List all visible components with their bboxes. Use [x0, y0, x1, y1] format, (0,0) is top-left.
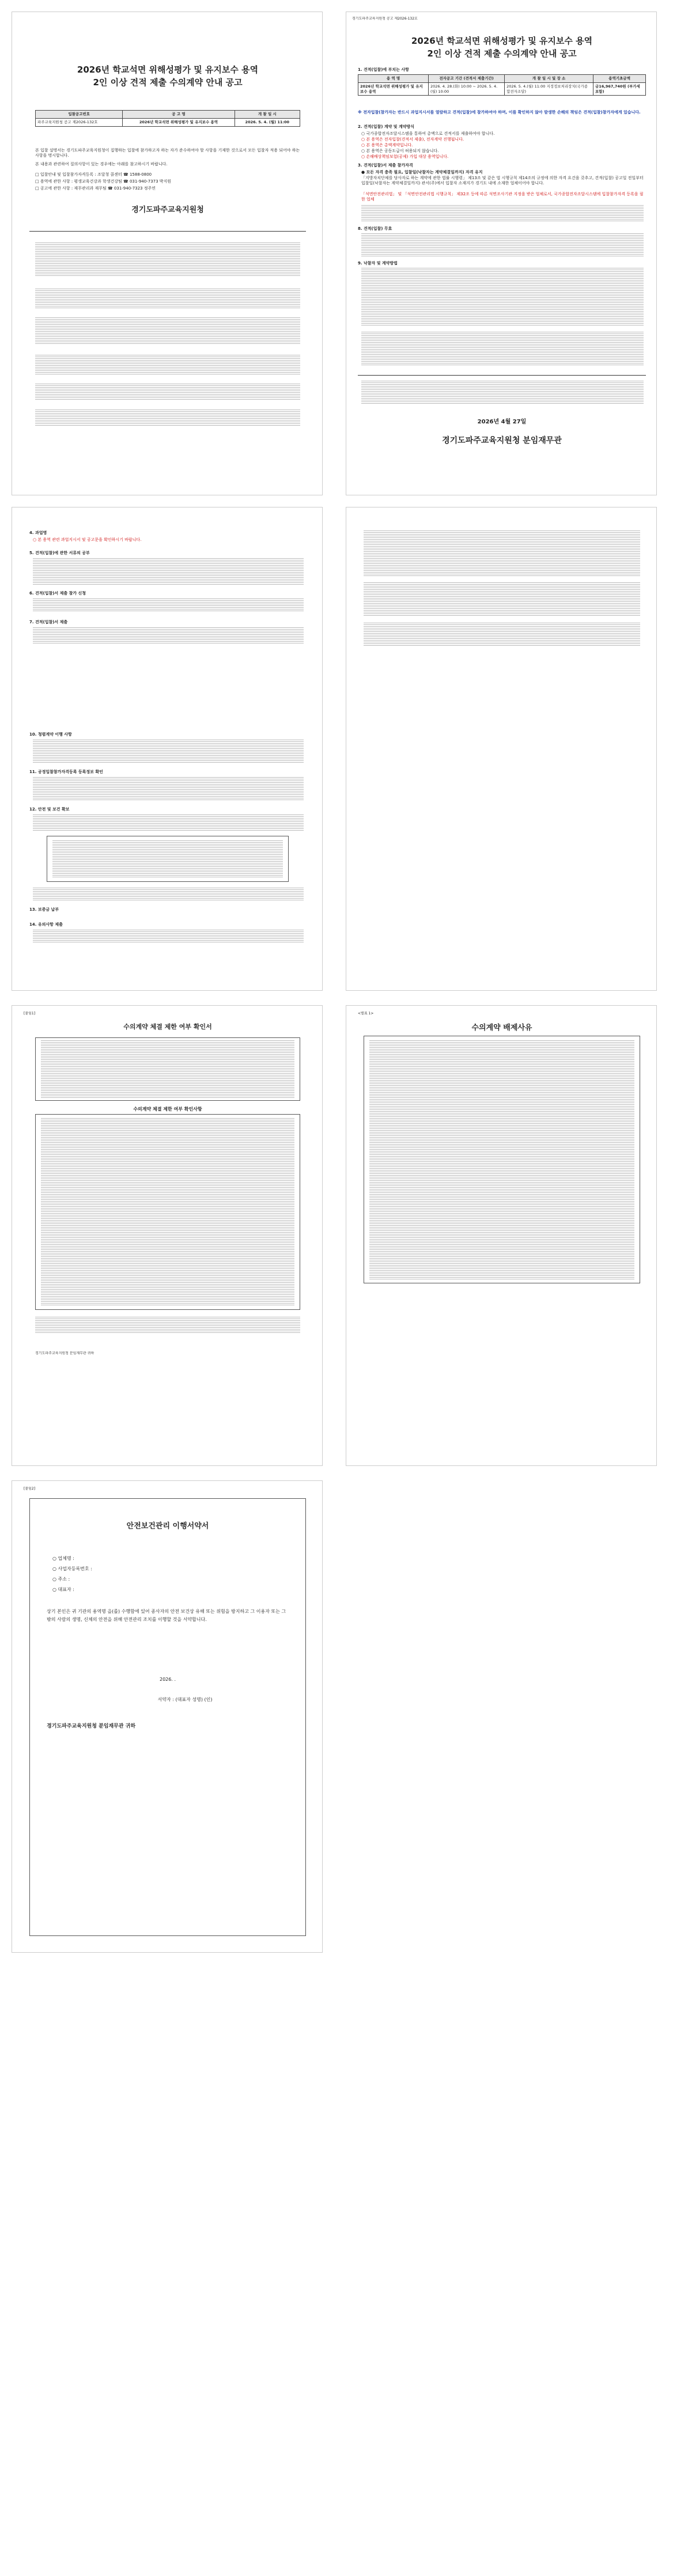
contact-line: □ 공고에 관한 사항 : 재무관리과 재무팀 ☎ 031-940-7323 정주연 — [35, 186, 156, 191]
table-cell: 2026. 4. 28.(화) 10:00 ~ 2026. 5. 4.(월) 10:00 — [429, 82, 505, 96]
table-header: 공 고 명 — [123, 111, 235, 119]
intro-text: 본 입찰 설명서는 경기도파주교육지원청이 집행하는 입찰에 참가하고자 하는 자가 준수하여야 할 사항을 기재한 것으로서 모든 입찰자 적용 되어야 하는 사항을 명시합니다. — [35, 148, 300, 158]
page3-title: 수의계약 체결 제한 여부 확인서 — [123, 1023, 212, 1031]
list-item: ○ 국가종합전자조달시스템을 통하여 총액으로 견적서를 제출하여야 합니다. — [361, 131, 495, 136]
page2-date: 2026년 4월 27일 — [477, 419, 527, 425]
page-3 — [12, 1005, 323, 1466]
page2-title-line2: 2인 이상 견적 제출 수의계약 안내 공고 — [427, 48, 577, 59]
list-item: ○ 본 용역은 공동도급이 허용되지 않습니다. — [361, 149, 439, 153]
table-header: 개 찰 일 시 및 장 소 — [505, 75, 593, 83]
attachment-tag: [붙임1] — [24, 1012, 36, 1016]
doc-number: 경기도파주교육지원청 공고 제2026-132호 — [352, 17, 418, 21]
section-heading: 9. 낙찰자 및 계약방법 — [358, 261, 398, 266]
page1-title-line2: 2인 이상 견적 제출 수의계약 안내 공고 — [93, 77, 243, 88]
section-heading: 3. 견적(입찰)서 제출 참가자격 — [358, 163, 413, 168]
list-item: ○ 본 용역 관련 과업지시서 및 공고문을 확인하시기 바랍니다. — [33, 537, 142, 542]
table-title: 수의계약 체결 제한 여부 확인사항 — [133, 1107, 202, 1112]
table-header: 용역기초금액 — [593, 75, 646, 83]
pledge-date: 2026. . — [160, 1677, 176, 1682]
table-cell: 2026년 학교석면 위해성평가 및 유지보수 용역 — [358, 82, 429, 96]
intro-text-2: 본 내용과 관련하여 질의사항이 있는 경우에는 아래를 참고하시기 바랍니다. — [35, 162, 168, 166]
table-cell: 2026. 5. 4. (월) 11:00 — [235, 118, 300, 126]
appendix-tag: <별표 1> — [358, 1012, 374, 1016]
pledge-addressee: 경기도파주교육지원청 분임재무관 귀하 — [47, 1723, 136, 1729]
table-header: 개 찰 일 시 — [235, 111, 300, 119]
table-header: 용 역 명 — [358, 75, 429, 83]
page2-bid-table — [358, 74, 646, 96]
contact-line: □ 입찰안내 및 입찰참가자격등록 : 조달청 콜센터 ☎ 1588-0800 — [35, 172, 152, 177]
attachment-tag: [붙임2] — [24, 1487, 36, 1491]
table-header: 전자공고 기간 (견적서 제출기간) — [429, 75, 505, 83]
list-item: 「석면안전관리법」 및 「석면안전관리법 시행규칙」 제32조 등에 따른 석면조사기관 지정을 받은 업체로서, 국가종합전자조달시스템에 입찰참가자격 등록을 필한 업체 — [361, 192, 644, 202]
pledge-signer: 서약자 : (대표자 성명) (인) — [157, 1697, 213, 1702]
list-item: ○ 본 용역은 총액계약입니다. — [361, 143, 413, 147]
page1-title-line1: 2026년 학교석면 위해성평가 및 유지보수 용역 — [77, 65, 259, 75]
section-heading: 4. 과업명 — [29, 531, 47, 535]
table-cell: 금16,967,740원 (부가세포함) — [593, 82, 646, 96]
page5-title: 안전보건관리 이행서약서 — [126, 1522, 209, 1531]
page2-title-line1: 2026년 학교석면 위해성평가 및 유지보수 용역 — [411, 36, 593, 46]
list-item: 「지방자치단체를 당사자로 하는 계약에 관한 법률 시행령」 제13조 및 같은 법 시행규칙 제14조의 규정에 의한 자격 요건을 갖추고, 견적(입찰) 공고일 전일부터 입찰일(낙찰자는 계약체결일까지) 관서(주)에서 입찰자 소재지가 경기도 내에 소재한 업체이어야 합니다. — [361, 176, 644, 186]
table-cell: 2026. 5. 4.(월) 11:00 지정정보처리장치(국가종합전자조달) — [505, 82, 593, 96]
section-heading: 8. 견적(입찰) 무효 — [358, 226, 392, 231]
note: ※ 전자입찰(참가자는 반드시 과업지시서를 열람하고 견적(입찰)에 참가하여야 하며, 이를 확인하지 않아 발생한 손해의 책임은 견적(입찰)참가자에게 있습니다. — [358, 110, 641, 115]
list-item: ○ 본 용역은 전자입찰(견적서 제출), 전자계약 진행됩니다. — [361, 137, 464, 142]
list-item: ● 모든 자격 충족 필요, 입찰일(낙찰자는 계약체결일까지) 자격 유지 — [361, 170, 483, 175]
page-1-continuation — [12, 507, 323, 991]
page-1 — [12, 12, 323, 495]
page-2 — [346, 12, 657, 495]
contact-line: □ 용역에 관한 사항 : 평생교육건강과 학생건강팀 ☎ 031-940-7373 박지원 — [35, 179, 172, 184]
pledge-body: 상기 본인은 귀 기관의 용역명 을(를) 수행함에 있어 종사자의 안전 보건상 유해 또는 위험을 방지하고 그 이용자 또는 그 밖의 사람의 생명, 신체의 안전을 위해 안전관리 조치를 이행할 것을 서약합니다. — [47, 1609, 286, 1622]
page-5 — [12, 1480, 323, 1953]
section-heading: 1. 견적(입찰)에 부치는 사항 — [358, 67, 409, 72]
section-heading: 10. 청렴계약 이행 사항 — [29, 732, 72, 737]
section-heading: 12. 안전 및 보건 확보 — [29, 807, 70, 812]
page1-org-name: 경기도파주교육지원청 — [131, 206, 204, 214]
table-cell: 2026년 학교석면 위해성평가 및 유지보수 용역 — [123, 118, 235, 126]
page2-org-name: 경기도파주교육지원청 분임재무관 — [442, 436, 562, 445]
page-2-continuation — [346, 507, 657, 991]
page4-title: 수의계약 배제사유 — [471, 1024, 532, 1032]
form-field: ○ 주소 : — [52, 1577, 70, 1582]
section-heading: 11. 공정입찰참가자격등록 등록정보 확인 — [29, 770, 103, 774]
page3-footer: 경기도파주교육지원청 분임재무관 귀하 — [35, 1351, 94, 1355]
table-header: 입찰공고번호 — [36, 111, 123, 119]
section-heading: 13. 보증금 납부 — [29, 907, 59, 912]
list-item: ○ 손해배상책임보험(공제) 가입 대상 용역입니다. — [361, 154, 449, 159]
section-heading: 14. 유의사항 제출 — [29, 922, 63, 927]
page1-notice-table — [35, 110, 300, 127]
section-heading: 7. 견적(입찰)서 제출 — [29, 620, 68, 624]
table-cell: 파주교육지원청 공고 제2026-132호 — [36, 118, 123, 126]
form-field: ○ 업체명 : — [52, 1556, 74, 1561]
section-heading: 2. 견적(입찰) 계약 및 계약방식 — [358, 124, 415, 129]
form-field: ○ 사업자등록번호 : — [52, 1566, 92, 1571]
page-4 — [346, 1005, 657, 1466]
section-heading: 5. 견적(입찰)에 관한 서류의 공부 — [29, 551, 90, 555]
form-field: ○ 대표자 : — [52, 1587, 74, 1592]
section-heading: 6. 견적(입찰)서 제출 참가 신청 — [29, 591, 86, 596]
